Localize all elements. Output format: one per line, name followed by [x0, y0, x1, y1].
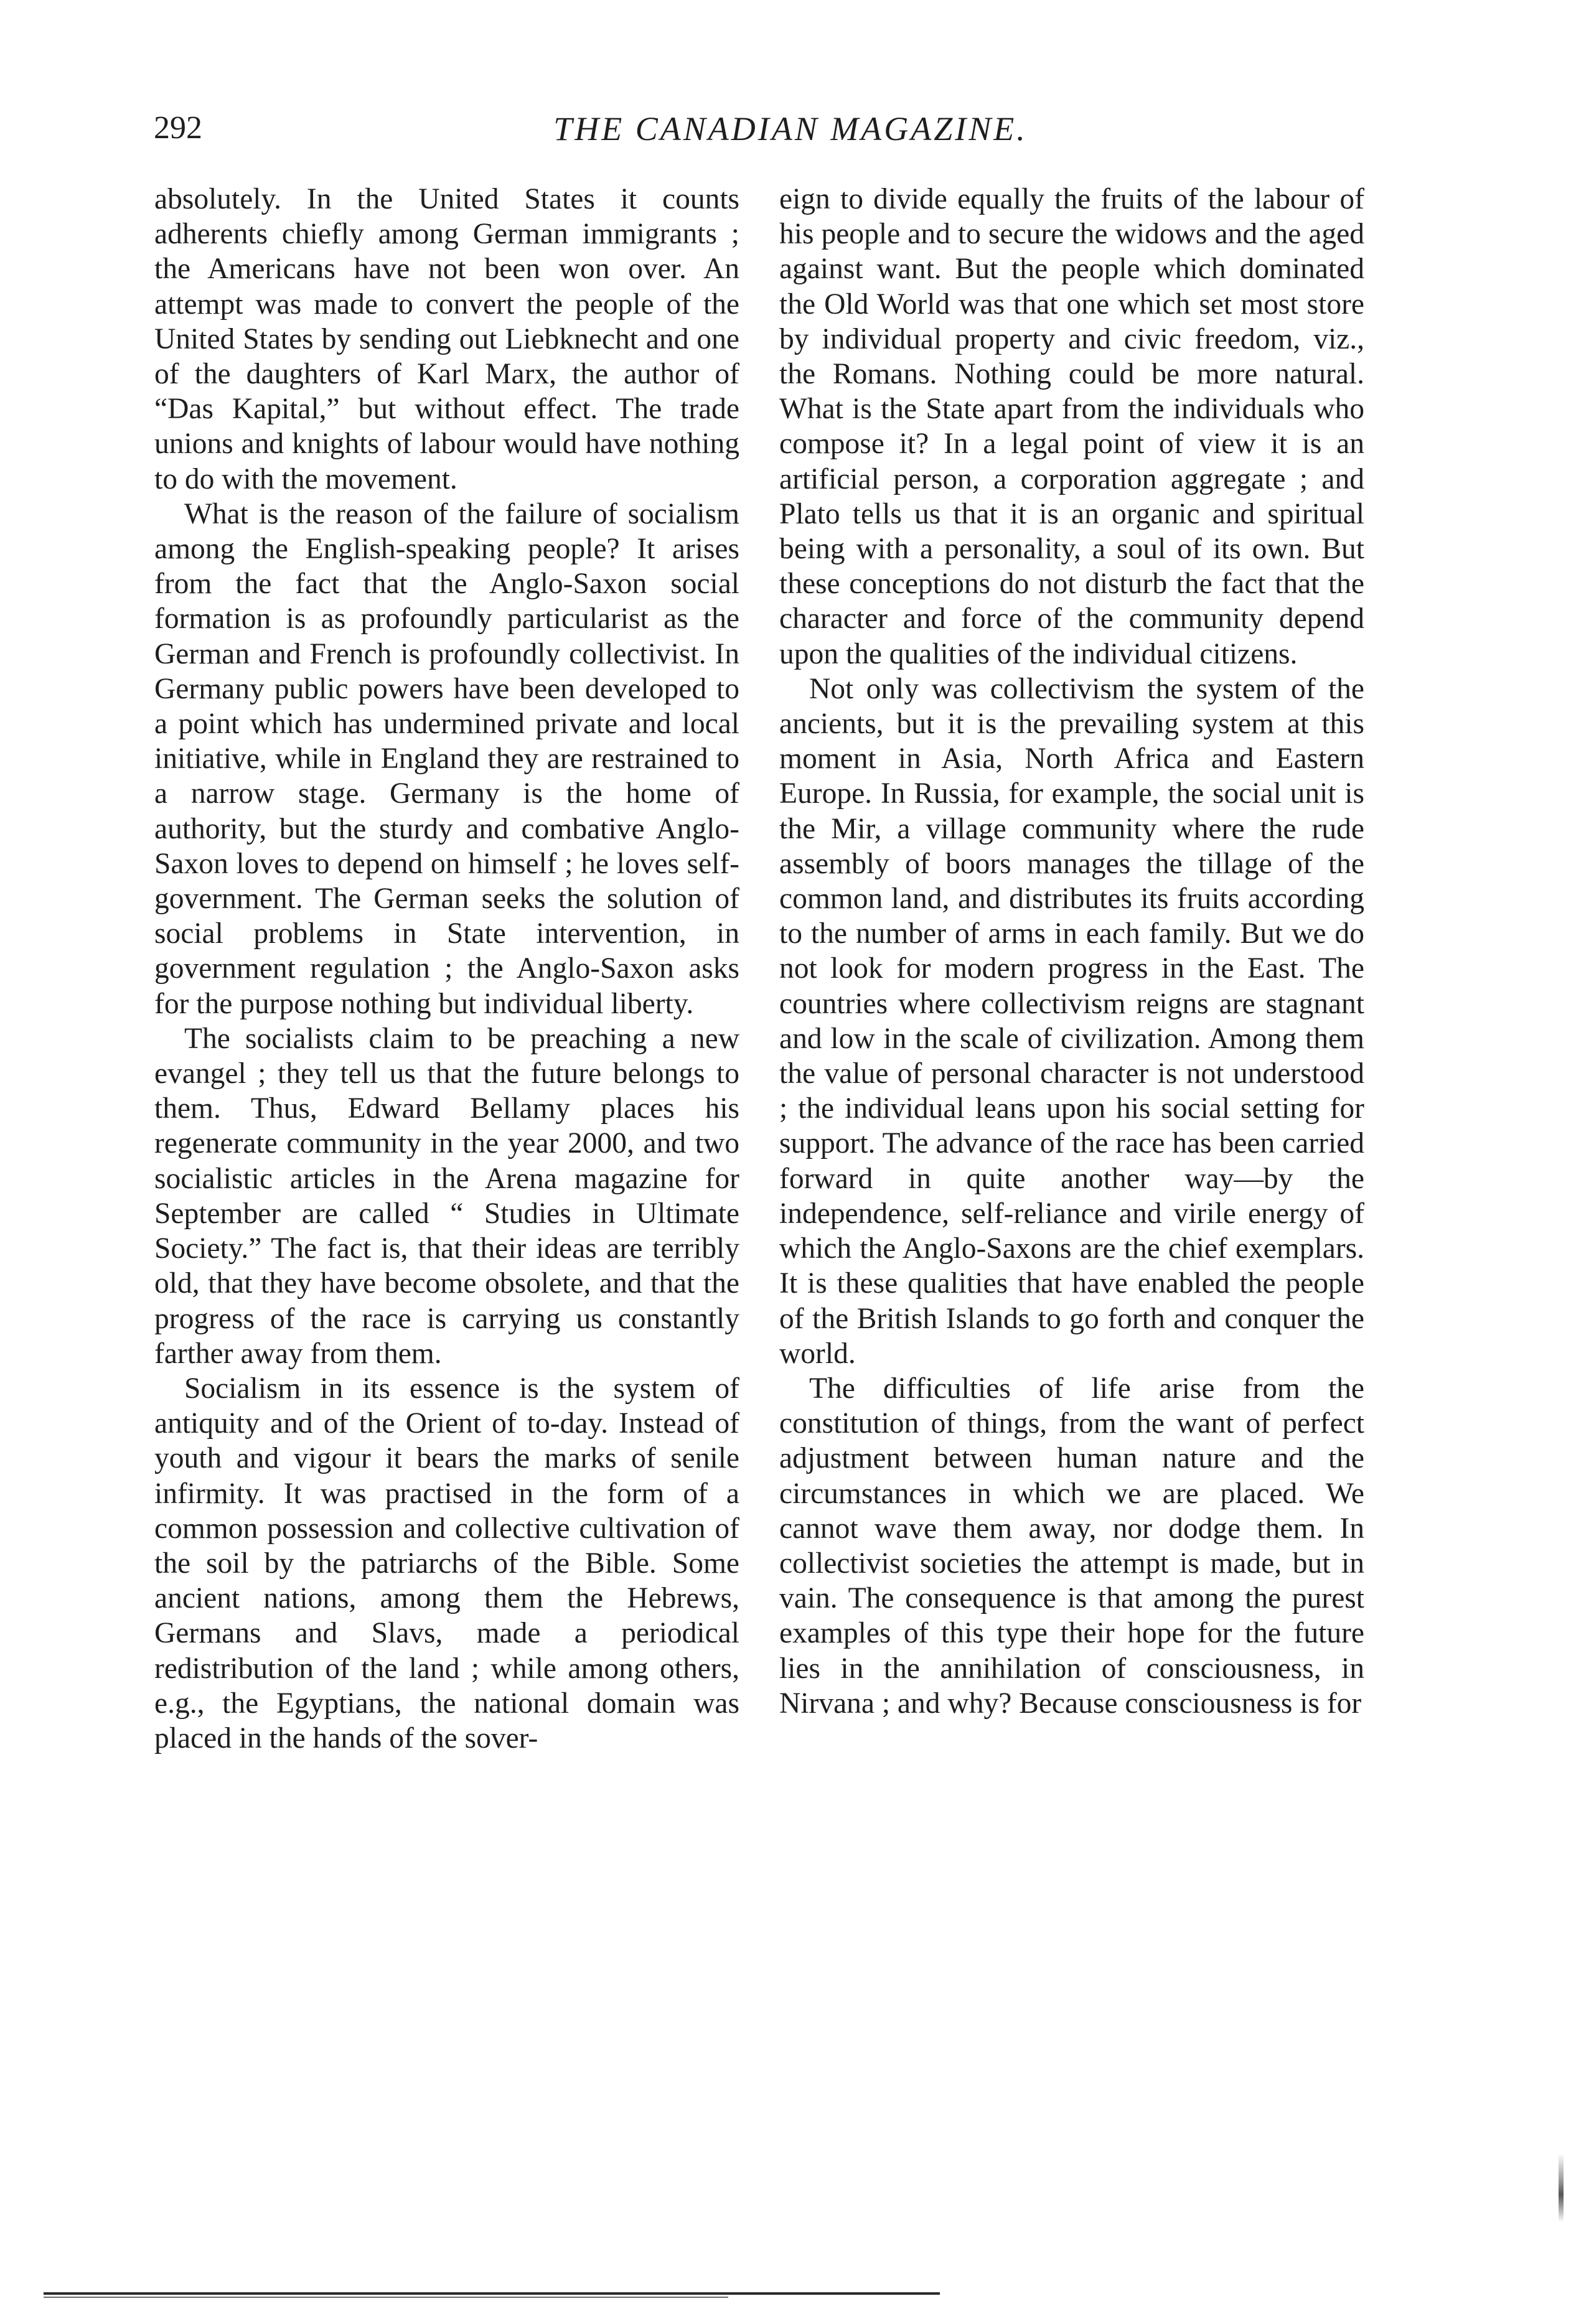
running-title: THE CANADIAN MAGAZINE. — [553, 110, 1028, 148]
paragraph: eign to divide equally the fruits of the labour of his people and to secure the widows and the aged against want. But the people which dominated the Old World was that one which set most store by individual property and civic freedom, viz., the Romans. Nothing could be more natural. What is the State apart from the individuals who compose it? In a legal point of view it is an artificial person, a corporation aggregate ; and Plato tells us that it is an organic and spiritual being with a personality, a soul of its own. But these conceptions do not disturb the fact that the character and force of the community depend upon the qualities of the individual citizens. — [779, 183, 1364, 670]
left-column — [154, 182, 739, 1756]
paragraph: absolutely. In the United States it counts adherents chiefly among German immigrants ; the Americans have not been won over. An attempt was made to convert the people of the United States by sending out Liebknecht and one of the daughters of Karl Marx, the author of “Das Kapital,” but without effect. The trade unions and knights of labour would have nothing to do with the movement. — [154, 183, 739, 495]
paragraph: Not only was collectivism the system of the ancients, but it is the prevailing system at this moment in Asia, North Africa and Eastern Europe. In Russia, for example, the social unit is the Mir, a village community where the rude assembly of boors manages the tillage of the common land, and distributes its fruits according to the number of arms in each family. But we do not look for modern progress in the East. The countries where collectivism reigns are stagnant and low in the scale of civilization. Among them the value of personal character is not understood ; the individual leans upon his social setting for support. The advance of the race has been carried forward in quite another way—by the independence, self-reliance and virile energy of which the Anglo-Saxons are the chief exemplars. It is these qualities that have enabled the people of the British Islands to go forth and conquer the world. — [779, 672, 1364, 1370]
paragraph: What is the reason of the failure of socialism among the English-speaking people? It arises from the fact that the Anglo-Saxon social formation is as profoundly particularist as the German and French is profoundly collectivist. In Germany public powers have been developed to a point which has undermined private and local initiative, while in England they are restrained to a narrow stage. Germany is the home of authority, but the sturdy and combative Anglo-Saxon loves to depend on himself ; he loves self-government. The German seeks the solution of social problems in State intervention, in government regulation ; the Anglo-Saxon asks for the purpose nothing but individual liberty. — [154, 497, 739, 1020]
paragraph: The difficulties of life arise from the constitution of things, from the want of perfect adjustment between human nature and the circumstances in which we are placed. We cannot wave them away, nor dodge them. In collectivist societies the attempt is made, but in vain. The consequence is that among the purest examples of this type their hope for the future lies in the annihilation of consciousness, in Nirvana ; and why? Because consciousness is for — [779, 1372, 1364, 1720]
page-number: 292 — [154, 110, 202, 146]
paragraph: The socialists claim to be preaching a new evangel ; they tell us that the future belongs to them. Thus, Edward Bellamy places his regenerate community in the year 2000, and two socialistic articles in the Arena magazine for September are called “ Studies in Ultimate Society.” The fact is, that their ideas are terribly old, that they have become obsolete, and that the progress of the race is carrying us constantly farther away from them. — [154, 1022, 739, 1370]
page-edge-mark — [1559, 2153, 1564, 2222]
bottom-rule-shadow — [44, 2297, 728, 2298]
right-column — [779, 182, 1364, 1721]
paragraph: Socialism in its essence is the system of antiquity and of the Orient of to-day. Instead of youth and vigour it bears the marks of senile infirmity. It was practised in the form of a common possession and collective cultivation of the soil by the patriarchs of the Bible. Some ancient nations, among them the Hebrews, Germans and Slavs, made a periodical redistribution of the land ; while among others, e.g., the Egyptians, the national domain was placed in the hands of the sover- — [154, 1372, 739, 1755]
bottom-rule — [44, 2292, 940, 2295]
